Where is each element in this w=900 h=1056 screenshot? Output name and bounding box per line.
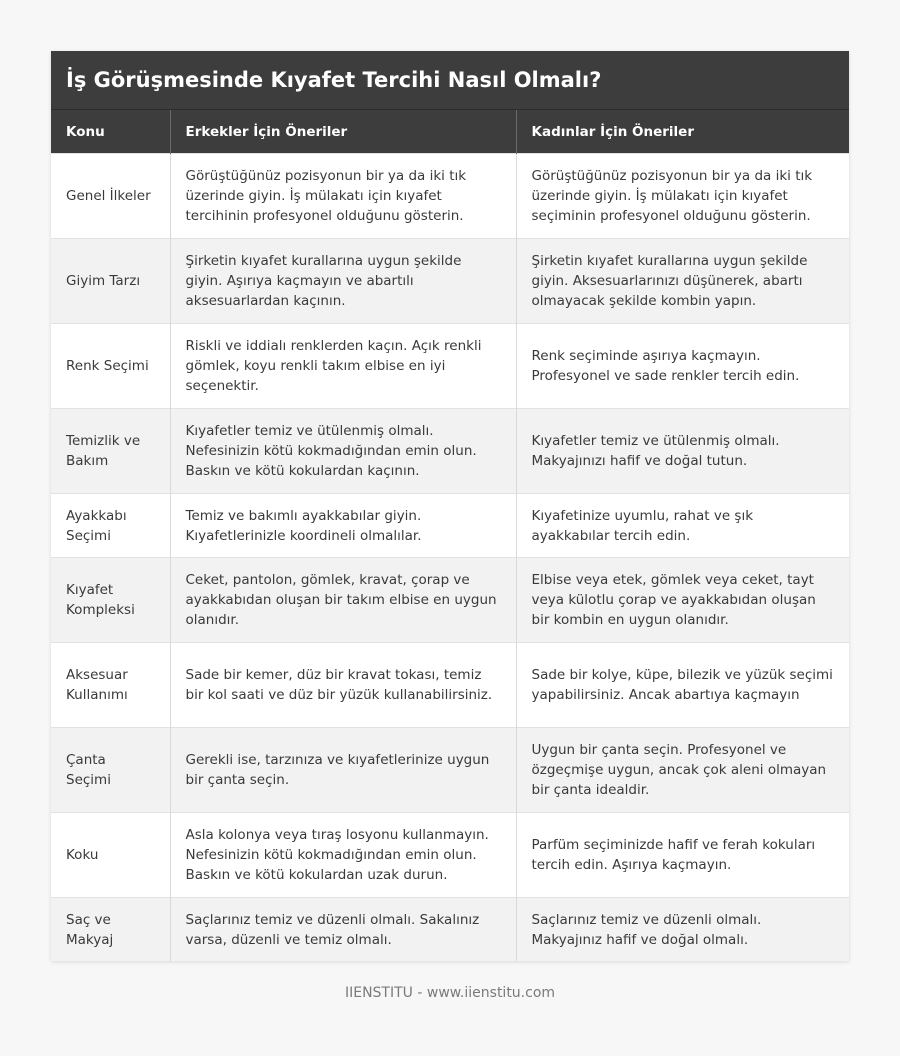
women-cell: Şirketin kıyafet kurallarına uygun şekilde giyin. Aksesuarlarınızı düşünerek, abartı olmayacak şekilde kombin yapın. xyxy=(516,239,849,324)
table-row xyxy=(51,324,849,409)
table-row xyxy=(51,558,849,643)
women-cell: Kıyafetinize uyumlu, rahat ve şık ayakkabılar tercih edin. xyxy=(516,494,849,558)
topic-cell: Aksesuar Kullanımı xyxy=(51,643,170,728)
topic-cell: Temizlik ve Bakım xyxy=(51,409,170,494)
men-cell: Ceket, pantolon, gömlek, kravat, çorap ve ayakkabıdan oluşan bir takım elbise en uygun olanıdır. xyxy=(170,558,516,643)
header-row xyxy=(51,110,849,154)
column-header-topic: Konu xyxy=(51,110,170,154)
women-cell: Elbise veya etek, gömlek veya ceket, tayt veya külotlu çorap ve ayakkabıdan oluşan bir kombin en uygun olanıdır. xyxy=(516,558,849,643)
table-row xyxy=(51,643,849,728)
men-cell: Sade bir kemer, düz bir kravat tokası, temiz bir kol saati ve düz bir yüzük kullanabilirsiniz. xyxy=(170,643,516,728)
table-row xyxy=(51,898,849,962)
table-row xyxy=(51,154,849,239)
women-cell: Kıyafetler temiz ve ütülenmiş olmalı. Makyajınızı hafif ve doğal tutun. xyxy=(516,409,849,494)
men-cell: Saçlarınız temiz ve düzenli olmalı. Sakalınız varsa, düzenli ve temiz olmalı. xyxy=(170,898,516,962)
column-header-women: Kadınlar İçin Öneriler xyxy=(516,110,849,154)
men-cell: Temiz ve bakımlı ayakkabılar giyin. Kıyafetlerinizle koordineli olmalılar. xyxy=(170,494,516,558)
topic-cell: Genel İlkeler xyxy=(51,154,170,239)
topic-cell: Saç ve Makyaj xyxy=(51,898,170,962)
advice-table xyxy=(51,110,849,961)
topic-cell: Giyim Tarzı xyxy=(51,239,170,324)
topic-cell: Renk Seçimi xyxy=(51,324,170,409)
table-title: İş Görüşmesinde Kıyafet Tercihi Nasıl Olmalı? xyxy=(51,51,849,110)
column-header-men: Erkekler İçin Öneriler xyxy=(170,110,516,154)
topic-cell: Ayakkabı Seçimi xyxy=(51,494,170,558)
women-cell: Saçlarınız temiz ve düzenli olmalı. Makyajınız hafif ve doğal olmalı. xyxy=(516,898,849,962)
women-cell: Uygun bir çanta seçin. Profesyonel ve özgeçmişe uygun, ancak çok aleni olmayan bir çanta idealdir. xyxy=(516,728,849,813)
table-row xyxy=(51,409,849,494)
topic-cell: Koku xyxy=(51,813,170,898)
footer-credit: IIENSTITU - www.iienstitu.com xyxy=(344,985,556,1001)
women-cell: Görüştüğünüz pozisyonun bir ya da iki tık üzerinde giyin. İş mülakatı için kıyafet seçiminin profesyonel olduğunu gösterin. xyxy=(516,154,849,239)
women-cell: Sade bir kolye, küpe, bilezik ve yüzük seçimi yapabilirsiniz. Ancak abartıya kaçmayın xyxy=(516,643,849,728)
men-cell: Gerekli ise, tarzınıza ve kıyafetlerinize uygun bir çanta seçin. xyxy=(170,728,516,813)
table-row xyxy=(51,728,849,813)
men-cell: Kıyafetler temiz ve ütülenmiş olmalı. Nefesinizin kötü kokmadığından emin olun. Baskın ve kötü kokulardan kaçının. xyxy=(170,409,516,494)
table-row xyxy=(51,494,849,558)
women-cell: Parfüm seçiminizde hafif ve ferah kokuları tercih edin. Aşırıya kaçmayın. xyxy=(516,813,849,898)
men-cell: Görüştüğünüz pozisyonun bir ya da iki tık üzerinde giyin. İş mülakatı için kıyafet tercihinin profesyonel olduğunu gösterin. xyxy=(170,154,516,239)
table-row xyxy=(51,813,849,898)
table-row xyxy=(51,239,849,324)
topic-cell: Kıyafet Kompleksi xyxy=(51,558,170,643)
table-card xyxy=(51,51,849,961)
men-cell: Asla kolonya veya tıraş losyonu kullanmayın. Nefesinizin kötü kokmadığından emin olun. Baskın ve kötü kokulardan uzak durun. xyxy=(170,813,516,898)
women-cell: Renk seçiminde aşırıya kaçmayın. Profesyonel ve sade renkler tercih edin. xyxy=(516,324,849,409)
men-cell: Riskli ve iddialı renklerden kaçın. Açık renkli gömlek, koyu renkli takım elbise en iyi seçenektir. xyxy=(170,324,516,409)
topic-cell: Çanta Seçimi xyxy=(51,728,170,813)
men-cell: Şirketin kıyafet kurallarına uygun şekilde giyin. Aşırıya kaçmayın ve abartılı aksesuarlardan kaçının. xyxy=(170,239,516,324)
